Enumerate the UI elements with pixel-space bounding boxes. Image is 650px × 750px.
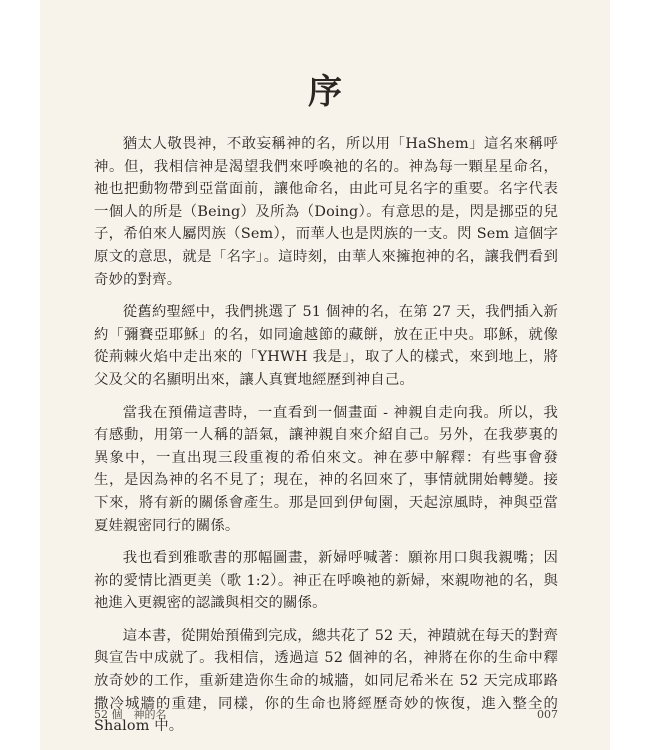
paragraph-1: 猶太人敬畏神，不敢妄稱神的名，所以用「HaShem」這名來稱呼神。但，我相信神是渴望我們來呼喚祂的名的。神為每一顆星星命名，祂也把動物帶到亞當面前，讓他命名，由此可見名字的重要。名字代表一個人的所是（Being）及所為（Doing）。有意思的是，閃是挪亞的兒子，希伯來人屬閃族（Sem），而華人也是閃族的一支。閃 Sem 這個字原文的意思，就是「名字」。這時刻，由華人來擁抱神的名，讓我們看到奇妙的對齊。 [94, 136, 558, 288]
paragraph-2: 從舊約聖經中，我們挑選了 51 個神的名，在第 27 天，我們插入新約「彌賽亞耶穌」的名，如同逾越節的藏餅，放在正中央。耶穌，就像從荊棘火焰中走出來的「YHWH 我是」，取了人的樣式，來到地上，將父及父的名顯明出來，讓人真實地經歷到神自己。 [94, 304, 558, 388]
preface-body [94, 133, 558, 748]
running-title: 52 個 神的名 [94, 708, 167, 721]
book-page [40, 0, 610, 750]
paragraph-5: 這本書，從開始預備到完成，總共花了 52 天，神蹟就在每天的對齊與宣告中成就了。我相信，透過這 52 個神的名，神將在你的生命中釋放奇妙的工作，重新建造你生命的城牆，如同尼希米在 52 天完成耶路撒冷城牆的重建，同樣，你的生命也將經歷奇妙的恢復，進入整全的 Shalom 中。 [94, 627, 558, 735]
page-title: 序 [308, 72, 342, 112]
paragraph-3: 當我在預備這書時，一直看到一個畫面 - 神親自走向我。所以，我有感動，用第一人稱的語氣，讓神親自來介紹自己。另外，在我夢裏的異象中，一直出現三段重複的希伯來文。神在夢中解釋：有些事會發生，是因為神的名不見了；現在，神的名回來了，事情就開始轉變。接下來，將有新的關係會產生。那是回到伊甸園，天起涼風時，神與亞當夏娃親密同行的關係。 [94, 404, 558, 534]
page-number: 007 [537, 708, 558, 721]
paragraph-4: 我也看到雅歌書的那幅圖畫，新婦呼喊著：願祢用口與我親嘴；因祢的愛情比酒更美（歌 1:2）。神正在呼喚祂的新婦，來親吻祂的名，與祂進入更親密的認識與相交的關係。 [94, 550, 558, 612]
